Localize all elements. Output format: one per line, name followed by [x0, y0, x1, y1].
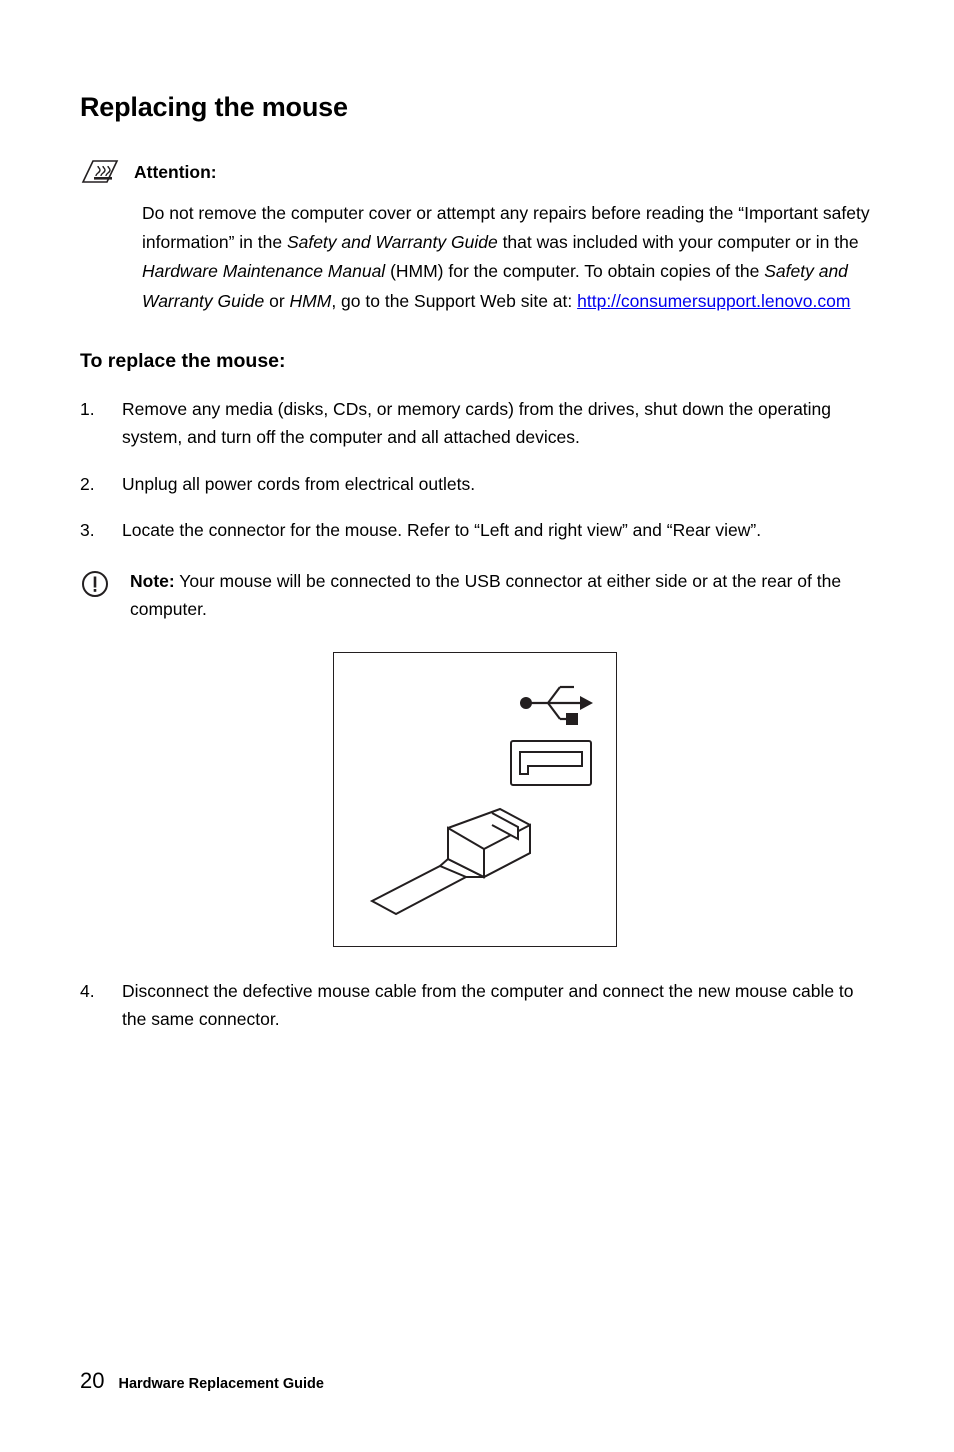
attention-italic-2: Hardware Maintenance Manual: [142, 261, 386, 282]
step-number: 4.: [80, 980, 95, 1001]
note-label: Note:: [130, 570, 175, 591]
exclamation-circle-icon: [80, 569, 110, 599]
step-text: Disconnect the defective mouse cable from the computer and connect the new mouse cable to the same connector.: [122, 980, 854, 1030]
footer-guide-name: Hardware Replacement Guide: [118, 1376, 324, 1392]
note-callout: [80, 567, 870, 624]
usb-symbol-square: [566, 713, 578, 725]
attention-callout: [80, 157, 870, 316]
page-footer: [80, 1368, 324, 1394]
list-item: [80, 516, 870, 545]
attention-text-part1: Do not remove the computer cover or attempt any repairs before reading the “Important safety information” in the: [142, 203, 870, 253]
attention-text: [142, 199, 870, 316]
step-number: 1.: [80, 398, 95, 419]
usb-port-outline: [511, 741, 591, 785]
usb-figure-svg: [334, 653, 614, 944]
attention-text-part5: , go to the Support Web site at:: [331, 290, 578, 311]
attention-text-part3: (HMM) for the computer. To obtain copies of the: [385, 261, 765, 282]
replace-steps-list: [80, 395, 870, 545]
attention-header: [80, 157, 870, 187]
hot-surface-warning-icon: [80, 157, 120, 187]
attention-italic-4: HMM: [289, 290, 332, 311]
attention-text-part4: or: [264, 290, 290, 311]
step-number: 2.: [80, 473, 95, 494]
step-text: Unplug all power cords from electrical outlets.: [122, 473, 476, 494]
support-website-link[interactable]: http://consumersupport.lenovo.com: [577, 290, 851, 311]
list-item: [80, 470, 870, 499]
step-text: Remove any media (disks, CDs, or memory cards) from the drives, shut down the operating system, and turn off the computer and all attached devices.: [122, 398, 832, 448]
page-content: [80, 92, 870, 1034]
list-item: [80, 395, 870, 452]
usb-connector-illustration: [333, 652, 617, 947]
attention-text-part2: that was included with your computer or in the: [497, 232, 859, 253]
attention-label: Attention:: [134, 161, 217, 182]
step-text: Locate the connector for the mouse. Refer to “Left and right view” and “Rear view”.: [122, 520, 762, 541]
note-text: Your mouse will be connected to the USB connector at either side or at the rear of the computer.: [130, 570, 842, 620]
section-subtitle: To replace the mouse:: [80, 349, 286, 372]
usb-symbol-dot: [520, 697, 532, 709]
attention-italic-3: Safety and Warranty Guide: [142, 261, 848, 311]
step-number: 3.: [80, 520, 95, 541]
page-title: Replacing the mouse: [80, 92, 348, 122]
usb-plug-drawing: [372, 809, 530, 914]
usb-symbol-arrow: [580, 696, 593, 710]
attention-italic-1: Safety and Warranty Guide: [286, 232, 498, 253]
list-item: [80, 977, 870, 1034]
post-figure-steps: [80, 977, 870, 1034]
page-number: 20: [80, 1368, 105, 1393]
